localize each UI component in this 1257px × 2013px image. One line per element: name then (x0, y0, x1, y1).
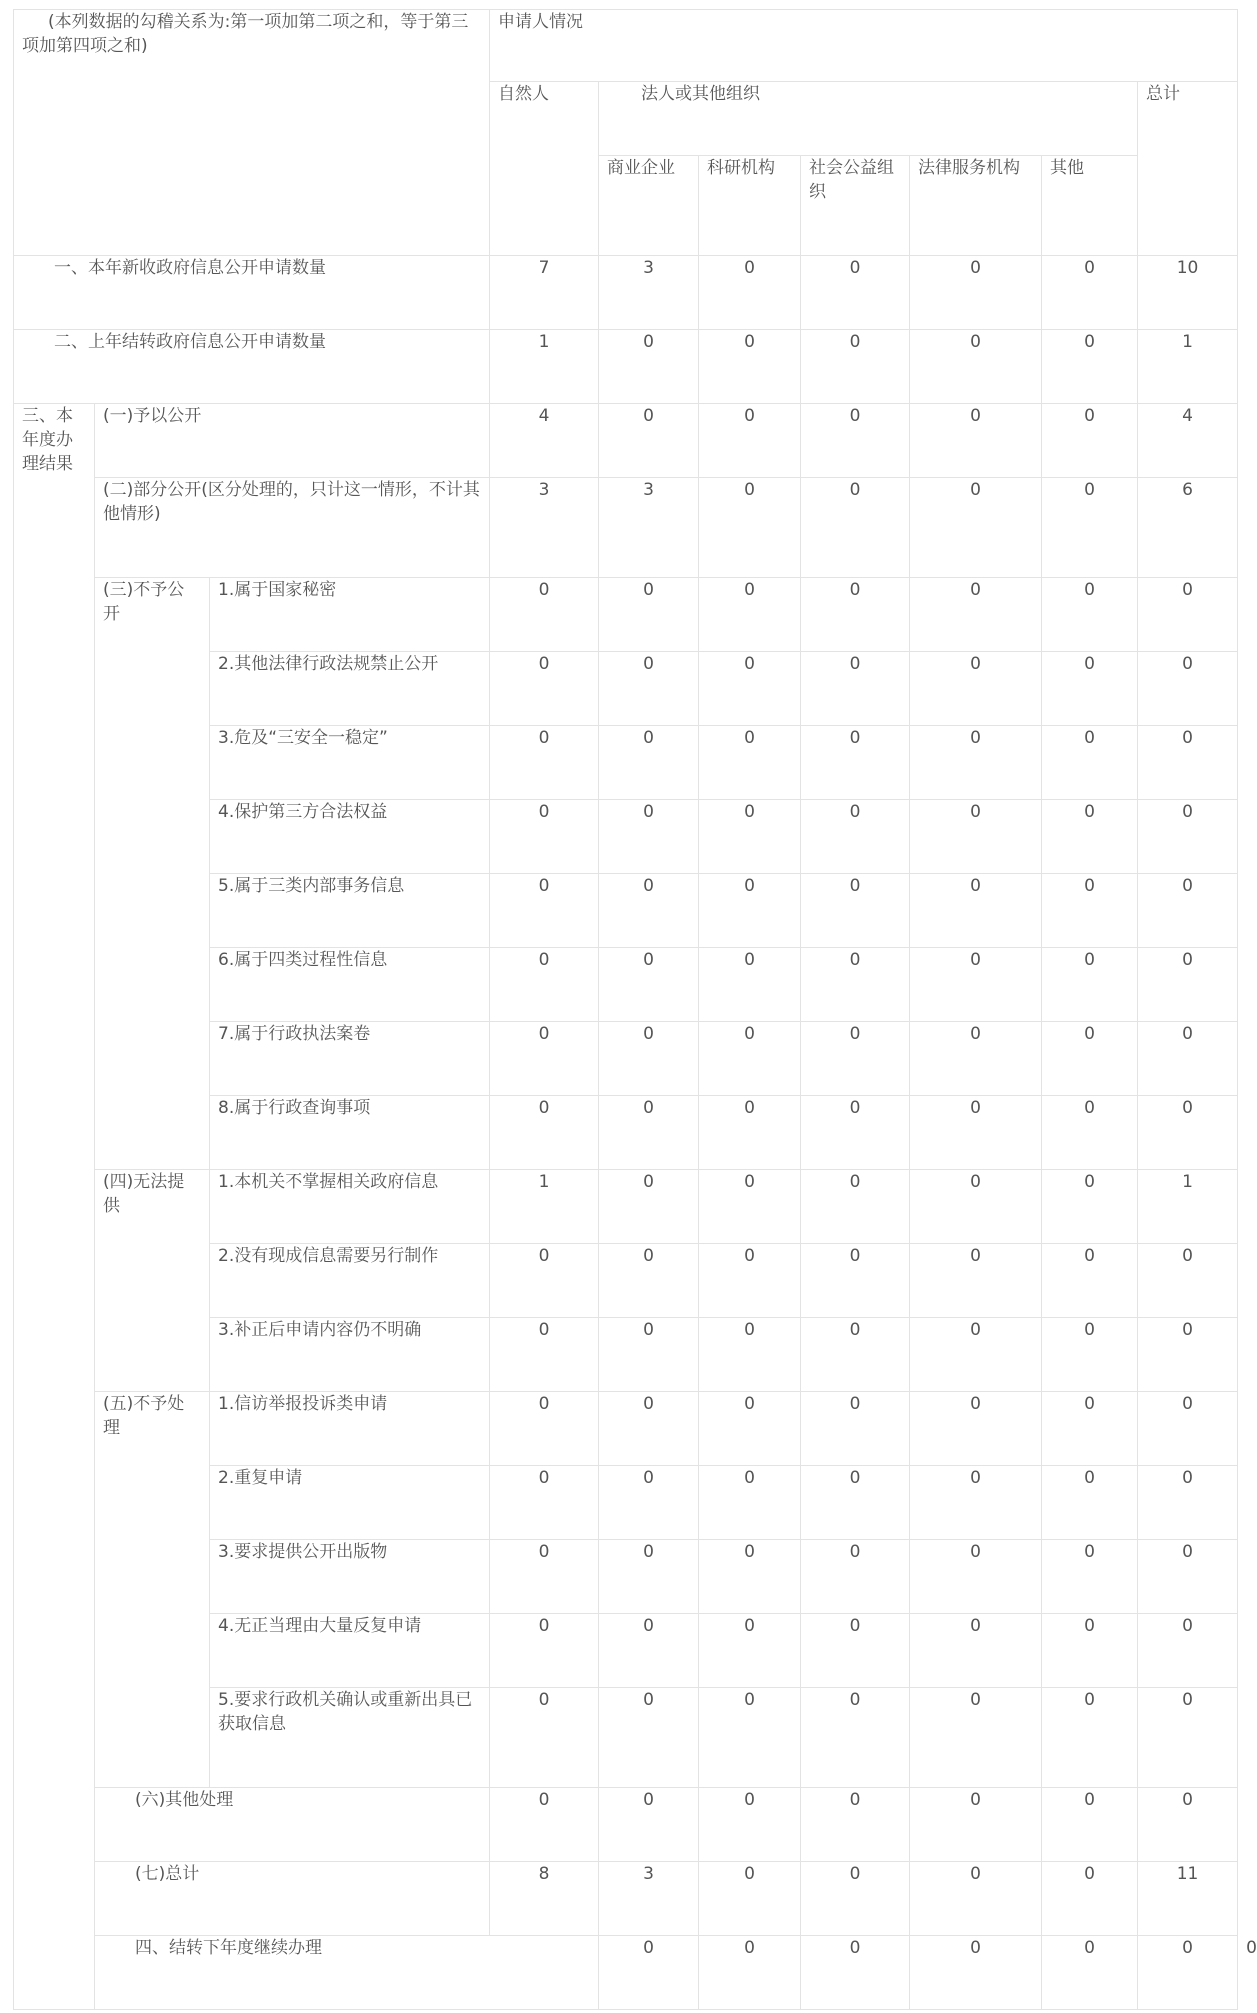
row-label: (二)部分公开(区分处理的，只计这一情形，不计其他情形) (95, 478, 490, 578)
cell-value: 0 (1042, 1788, 1138, 1862)
cell-value: 0 (801, 874, 910, 948)
row-label: 3.补正后申请内容仍不明确 (210, 1318, 490, 1392)
cell-value: 0 (801, 1244, 910, 1318)
cell-value: 0 (1042, 726, 1138, 800)
cell-value: 0 (801, 578, 910, 652)
section-three-label: 三、本年度办理结果 (14, 404, 95, 2010)
group-label: (五)不予处理 (95, 1392, 210, 1788)
cell-value: 1 (490, 1170, 599, 1244)
cell-value: 0 (599, 1392, 699, 1466)
cell-value: 0 (801, 1614, 910, 1688)
cell-value: 0 (599, 1936, 699, 2010)
cell-value: 0 (490, 1096, 599, 1170)
cell-value: 3 (599, 256, 699, 330)
cell-value: 0 (1042, 948, 1138, 1022)
cell-value: 0 (1042, 256, 1138, 330)
row-label: (六)其他处理 (95, 1788, 490, 1862)
cell-value: 0 (599, 800, 699, 874)
cell-value: 0 (699, 330, 801, 404)
row-label: 5.属于三类内部事务信息 (210, 874, 490, 948)
cell-value: 0 (801, 330, 910, 404)
group-label: (四)无法提供 (95, 1170, 210, 1392)
table-row (14, 330, 1238, 404)
cell-value: 0 (599, 1788, 699, 1862)
cell-value: 0 (1042, 1022, 1138, 1096)
cell-value: 0 (490, 578, 599, 652)
cell-value: 0 (910, 1936, 1042, 2010)
cell-value: 0 (599, 1170, 699, 1244)
cell-value: 3 (599, 478, 699, 578)
cell-value: 0 (801, 948, 910, 1022)
header-note: (本列数据的勾稽关系为:第一项加第二项之和，等于第三项加第四项之和) (22, 12, 469, 56)
cell-value: 0 (801, 1936, 910, 2010)
cell-value: 7 (490, 256, 599, 330)
cell-value: 0 (801, 1862, 910, 1936)
cell-value: 0 (490, 1688, 599, 1788)
cell-value: 1 (1138, 330, 1238, 404)
cell-value: 0 (699, 1392, 801, 1466)
cell-value: 0 (910, 404, 1042, 478)
cell-value: 0 (801, 1392, 910, 1466)
header-total: 总计 (1138, 82, 1238, 256)
cell-value: 0 (1042, 1862, 1138, 1936)
cell-value: 0 (910, 1096, 1042, 1170)
cell-value: 0 (490, 1392, 599, 1466)
table-row (14, 1392, 1238, 1466)
header-legal-entity: 法人或其他组织 (599, 82, 1138, 156)
cell-value: 0 (910, 948, 1042, 1022)
cell-value: 0 (699, 1614, 801, 1688)
header-note-cell (14, 10, 490, 256)
cell-value: 0 (1138, 1540, 1238, 1614)
cell-value: 0 (1138, 1318, 1238, 1392)
row-label: 6.属于四类过程性信息 (210, 948, 490, 1022)
row-label: (一)予以公开 (95, 404, 490, 478)
cell-value: 0 (1042, 1688, 1138, 1788)
cell-value: 4 (490, 404, 599, 478)
cell-value: 0 (599, 948, 699, 1022)
cell-value: 0 (1138, 874, 1238, 948)
cell-value: 0 (1042, 1318, 1138, 1392)
cell-value: 0 (1042, 330, 1138, 404)
table-row (14, 478, 1238, 578)
cell-value: 0 (699, 1022, 801, 1096)
row-label: 2.没有现成信息需要另行制作 (210, 1244, 490, 1318)
table-row: 四、结转下年度继续办理 0 0 0 0 0 0 0 (14, 1936, 1238, 2010)
cell-value: 0 (910, 1688, 1042, 1788)
table-row (14, 578, 1238, 652)
row-label: (七)总计 (95, 1862, 490, 1936)
cell-value: 0 (801, 1466, 910, 1540)
cell-value: 0 (1138, 578, 1238, 652)
cell-value: 0 (1138, 1466, 1238, 1540)
cell-value: 4 (1138, 404, 1238, 478)
header-sub-commercial: 商业企业 (599, 156, 699, 256)
cell-value: 0 (910, 1862, 1042, 1936)
cell-value: 0 (801, 800, 910, 874)
cell-value: 0 (699, 1688, 801, 1788)
cell-value: 1 (490, 330, 599, 404)
cell-value: 0 (1138, 726, 1238, 800)
cell-value: 0 (699, 800, 801, 874)
cell-value: 0 (910, 578, 1042, 652)
row-label: 一、本年新收政府信息公开申请数量 (14, 256, 490, 330)
header-sub-legal-service: 法律服务机构 (910, 156, 1042, 256)
table-row (14, 1862, 1238, 1936)
cell-value: 0 (910, 1540, 1042, 1614)
cell-value: 0 (801, 1318, 910, 1392)
cell-value: 0 (599, 726, 699, 800)
cell-value: 0 (801, 256, 910, 330)
statistics-table (13, 9, 1257, 2010)
cell-value: 0 (910, 1022, 1042, 1096)
cell-value: 0 (801, 1540, 910, 1614)
cell-value: 0 (801, 1022, 910, 1096)
cell-value: 0 (910, 652, 1042, 726)
cell-value: 0 (910, 1318, 1042, 1392)
cell-value: 0 (699, 256, 801, 330)
cell-value: 0 (801, 726, 910, 800)
row-label: 4.保护第三方合法权益 (210, 800, 490, 874)
cell-value: 0 (910, 1244, 1042, 1318)
cell-value: 0 (599, 1318, 699, 1392)
cell-value: 0 (490, 1022, 599, 1096)
cell-value: 0 (490, 726, 599, 800)
header-applicant: 申请人情况 (490, 10, 1238, 82)
cell-value: 8 (490, 1862, 599, 1936)
cell-value: 0 (1042, 1392, 1138, 1466)
cell-value: 0 (910, 330, 1042, 404)
cell-value: 0 (699, 1318, 801, 1392)
table-row (14, 1788, 1238, 1862)
cell-value: 1 (1138, 1170, 1238, 1244)
cell-value: 0 (1042, 1096, 1138, 1170)
cell-value: 0 (599, 1688, 699, 1788)
cell-value: 0 (699, 578, 801, 652)
cell-value: 0 (599, 1614, 699, 1688)
cell-value: 0 (599, 1244, 699, 1318)
cell-value: 0 (490, 800, 599, 874)
cell-value: 0 (1138, 1022, 1238, 1096)
cell-value: 0 (490, 1466, 599, 1540)
cell-value: 0 (599, 1022, 699, 1096)
cell-value: 0 (699, 404, 801, 478)
row-label: 5.要求行政机关确认或重新出具已获取信息 (210, 1688, 490, 1788)
cell-value: 0 (910, 1614, 1042, 1688)
cell-value: 0 (699, 1936, 801, 2010)
cell-value: 0 (699, 726, 801, 800)
row-label: 4.无正当理由大量反复申请 (210, 1614, 490, 1688)
cell-value: 0 (1138, 1788, 1238, 1862)
cell-value: 0 (1138, 1688, 1238, 1788)
header-sub-other: 其他 (1042, 156, 1138, 256)
cell-value: 0 (599, 330, 699, 404)
cell-value: 0 (910, 478, 1042, 578)
cell-value: 0 (490, 874, 599, 948)
cell-value: 0 (490, 652, 599, 726)
cell-value: 0 (1138, 1244, 1238, 1318)
cell-value: 0 (599, 1096, 699, 1170)
cell-value: 0 (490, 1244, 599, 1318)
table-row (14, 1170, 1238, 1244)
cell-value: 0 (699, 1466, 801, 1540)
cell-value: 0 (910, 1466, 1042, 1540)
cell-value: 0 (1042, 652, 1138, 726)
cell-value: 0 (599, 652, 699, 726)
cell-value: 0 (910, 1788, 1042, 1862)
cell-value: 0 (1138, 1096, 1238, 1170)
cell-value: 0 (490, 1614, 599, 1688)
cell-value: 0 (699, 874, 801, 948)
cell-value: 0 (1042, 800, 1138, 874)
row-label: 2.其他法律行政法规禁止公开 (210, 652, 490, 726)
cell-value: 0 (490, 948, 599, 1022)
cell-value: 0 (490, 1318, 599, 1392)
cell-value: 0 (910, 1392, 1042, 1466)
cell-value: 0 (801, 1688, 910, 1788)
cell-value: 0 (599, 1540, 699, 1614)
row-label: 8.属于行政查询事项 (210, 1096, 490, 1170)
cell-value: 0 (801, 1170, 910, 1244)
cell-value: 0 (1138, 652, 1238, 726)
cell-value: 0 (490, 1540, 599, 1614)
cell-value: 0 (699, 652, 801, 726)
table-row (14, 404, 1238, 478)
cell-value: 0 (910, 726, 1042, 800)
cell-value: 0 (699, 1788, 801, 1862)
cell-value: 0 (599, 1466, 699, 1540)
cell-value: 0 (1042, 578, 1138, 652)
row-label: 3.危及“三安全一稳定” (210, 726, 490, 800)
table-row (14, 256, 1238, 330)
cell-value: 0 (599, 578, 699, 652)
header-natural-person: 自然人 (490, 82, 599, 256)
cell-value: 0 (1138, 948, 1238, 1022)
cell-value: 0 (699, 1862, 801, 1936)
cell-value: 10 (1138, 256, 1238, 330)
cell-value: 0 (1042, 1466, 1138, 1540)
group-label: (三)不予公开 (95, 578, 210, 1170)
cell-value: 0 (699, 1096, 801, 1170)
cell-value: 0 (801, 1096, 910, 1170)
cell-value: 0 (1042, 478, 1138, 578)
row-label: 2.重复申请 (210, 1466, 490, 1540)
row-label: 1.信访举报投诉类申请 (210, 1392, 490, 1466)
cell-value: 0 (801, 652, 910, 726)
cell-value: 0 (1042, 874, 1138, 948)
cell-value: 0 (910, 256, 1042, 330)
header-sub-research: 科研机构 (699, 156, 801, 256)
row-label: 3.要求提供公开出版物 (210, 1540, 490, 1614)
row-label: 1.属于国家秘密 (210, 578, 490, 652)
row-label: 7.属于行政执法案卷 (210, 1022, 490, 1096)
cell-value: 0 (1138, 800, 1238, 874)
cell-value: 0 (699, 478, 801, 578)
cell-value: 0 (699, 1170, 801, 1244)
cell-value: 0 (699, 1244, 801, 1318)
cell-value: 0 (910, 800, 1042, 874)
header-sub-public-welfare: 社会公益组织 (801, 156, 910, 256)
cell-value: 0 (599, 874, 699, 948)
cell-value: 0 (1138, 1936, 1238, 2010)
row-label: 四、结转下年度继续办理 (95, 1936, 599, 2010)
cell-value: 11 (1138, 1862, 1238, 1936)
cell-value: 0 (801, 404, 910, 478)
row-label: 二、上年结转政府信息公开申请数量 (14, 330, 490, 404)
cell-value: 6 (1138, 478, 1238, 578)
cell-value: 0 (1042, 1540, 1138, 1614)
cell-value: 0 (1138, 1392, 1238, 1466)
cell-value: 0 (490, 1788, 599, 1862)
cell-value: 0 (801, 1788, 910, 1862)
cell-value: 0 (1042, 1936, 1138, 2010)
cell-value: 3 (490, 478, 599, 578)
cell-value: 0 (1042, 1244, 1138, 1318)
cell-value: 0 (699, 948, 801, 1022)
cell-value: 0 (910, 874, 1042, 948)
cell-value: 0 (1042, 1170, 1138, 1244)
row-label: 1.本机关不掌握相关政府信息 (210, 1170, 490, 1244)
cell-value: 3 (599, 1862, 699, 1936)
cell-value: 0 (801, 478, 910, 578)
cell-value: 0 (910, 1170, 1042, 1244)
cell-value: 0 (1042, 404, 1138, 478)
cell-value: 0 (1042, 1614, 1138, 1688)
cell-value: 0 (1138, 1614, 1238, 1688)
cell-value: 0 (599, 404, 699, 478)
cell-value: 0 (699, 1540, 801, 1614)
